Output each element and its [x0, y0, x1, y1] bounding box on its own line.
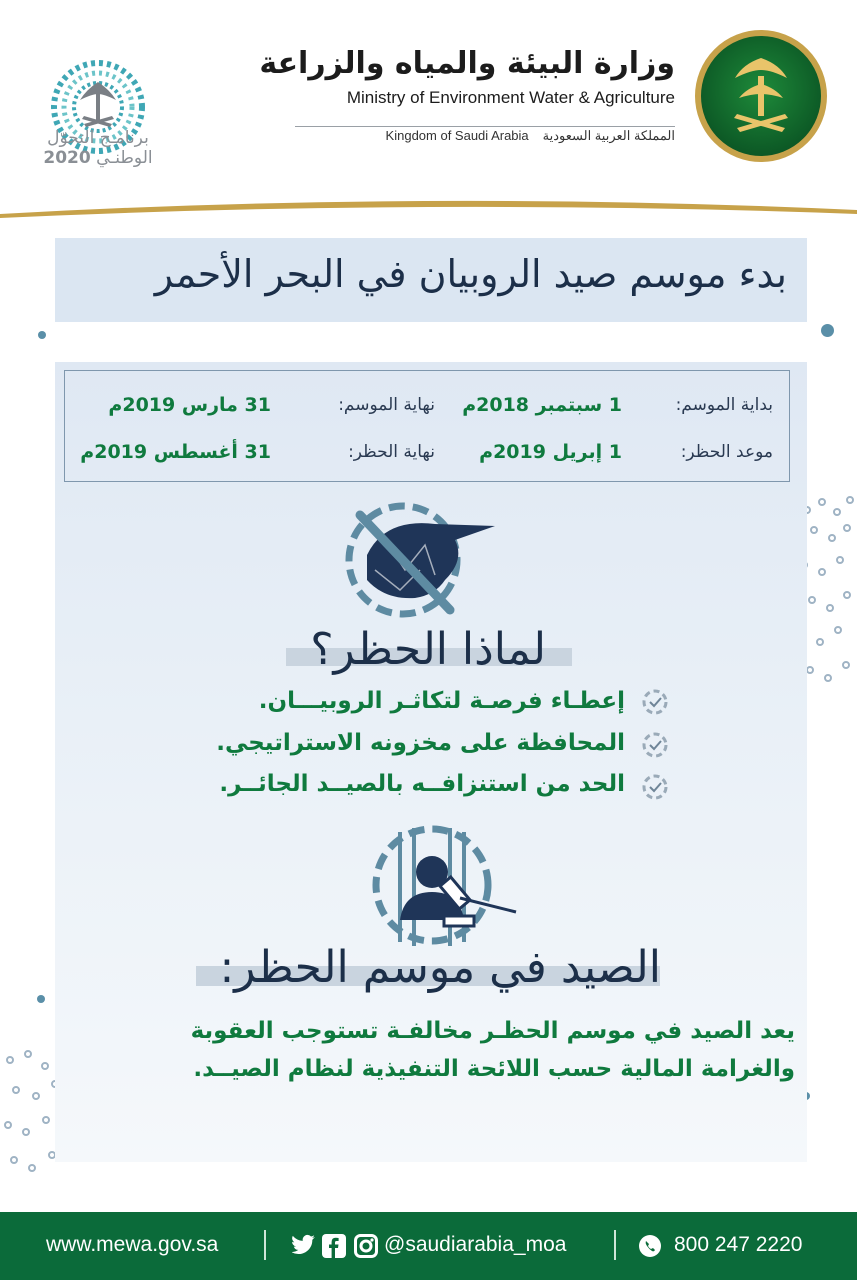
ban-start-value: 1 إبريل 2019م [479, 441, 622, 463]
decor-dot [38, 331, 46, 339]
footer-separator [614, 1230, 616, 1260]
decor-dot [821, 324, 834, 337]
vision-program-text [28, 128, 168, 168]
ban-end-label: نهاية الحظر: [348, 442, 435, 462]
season-end-label: نهاية الموسم: [338, 395, 435, 415]
season-start-label: بداية الموسم: [675, 395, 773, 415]
facebook-icon[interactable] [322, 1234, 346, 1258]
reason-item: المحافظة على مخزونه الاستراتيجي. [216, 730, 625, 756]
kingdom-arabic: المملكة العربية السعودية [542, 128, 675, 143]
penalty-title: الصيد في موسم الحظر: [219, 942, 661, 993]
header-divider [295, 126, 675, 127]
vision-line-2: الوطنـي [96, 148, 153, 168]
ban-end-value: 31 أغسطس 2019م [80, 441, 271, 463]
phone-icon [638, 1234, 662, 1258]
reason-item: إعطـاء فرصـة لتكاثـر الروبيـــان. [258, 688, 625, 714]
kingdom-english: Kingdom of Saudi Arabia [385, 128, 529, 143]
decor-dot [37, 995, 45, 1003]
ministry-name-english: Ministry of Environment Water & Agriculture [346, 88, 675, 107]
season-end-value: 31 مارس 2019م [108, 394, 271, 416]
ministry-name-arabic: وزارة البيئة والمياه والزراعة [259, 46, 675, 81]
social-handle[interactable]: @saudiarabia_moa [384, 1233, 567, 1256]
phone-number[interactable]: 800 247 2220 [674, 1233, 803, 1256]
kingdom-line [386, 128, 675, 144]
footer-separator [264, 1230, 266, 1260]
why-title: لماذا الحظر؟ [310, 624, 546, 675]
title-banner [55, 238, 807, 322]
twitter-icon[interactable] [292, 1234, 316, 1256]
reason-item: الحد من استنزافــه بالصيــد الجائــر. [219, 771, 625, 797]
check-circle-icon [641, 731, 669, 759]
no-shrimp-icon [345, 500, 505, 625]
ministry-emblem [695, 30, 827, 162]
ban-start-label: موعد الحظر: [680, 442, 773, 462]
check-circle-icon [641, 773, 669, 801]
season-dates-box [64, 370, 790, 482]
gold-swoosh [0, 196, 857, 218]
header [0, 0, 857, 215]
season-start-value: 1 سبتمبر 2018م [462, 394, 622, 416]
check-circle-icon [641, 688, 669, 716]
jail-gavel-icon [364, 820, 524, 950]
instagram-icon[interactable] [354, 1234, 378, 1258]
vision-line-1: برنامـج التحوّل [47, 128, 149, 148]
palm-emblem-icon [701, 36, 821, 156]
penalty-text: يعد الصيد في موسم الحظـر مخالفـة تستوجب العقوبة والغرامة المالية حسب اللائحة التنفيذية لنظام الصيــد. [190, 1018, 795, 1082]
footer [0, 1212, 857, 1280]
website-link[interactable]: www.mewa.gov.sa [46, 1233, 219, 1256]
page-title: بدء موسم صيد الروبيان في البحر الأحمر [154, 252, 787, 296]
vision-year: 2020 [43, 148, 91, 168]
